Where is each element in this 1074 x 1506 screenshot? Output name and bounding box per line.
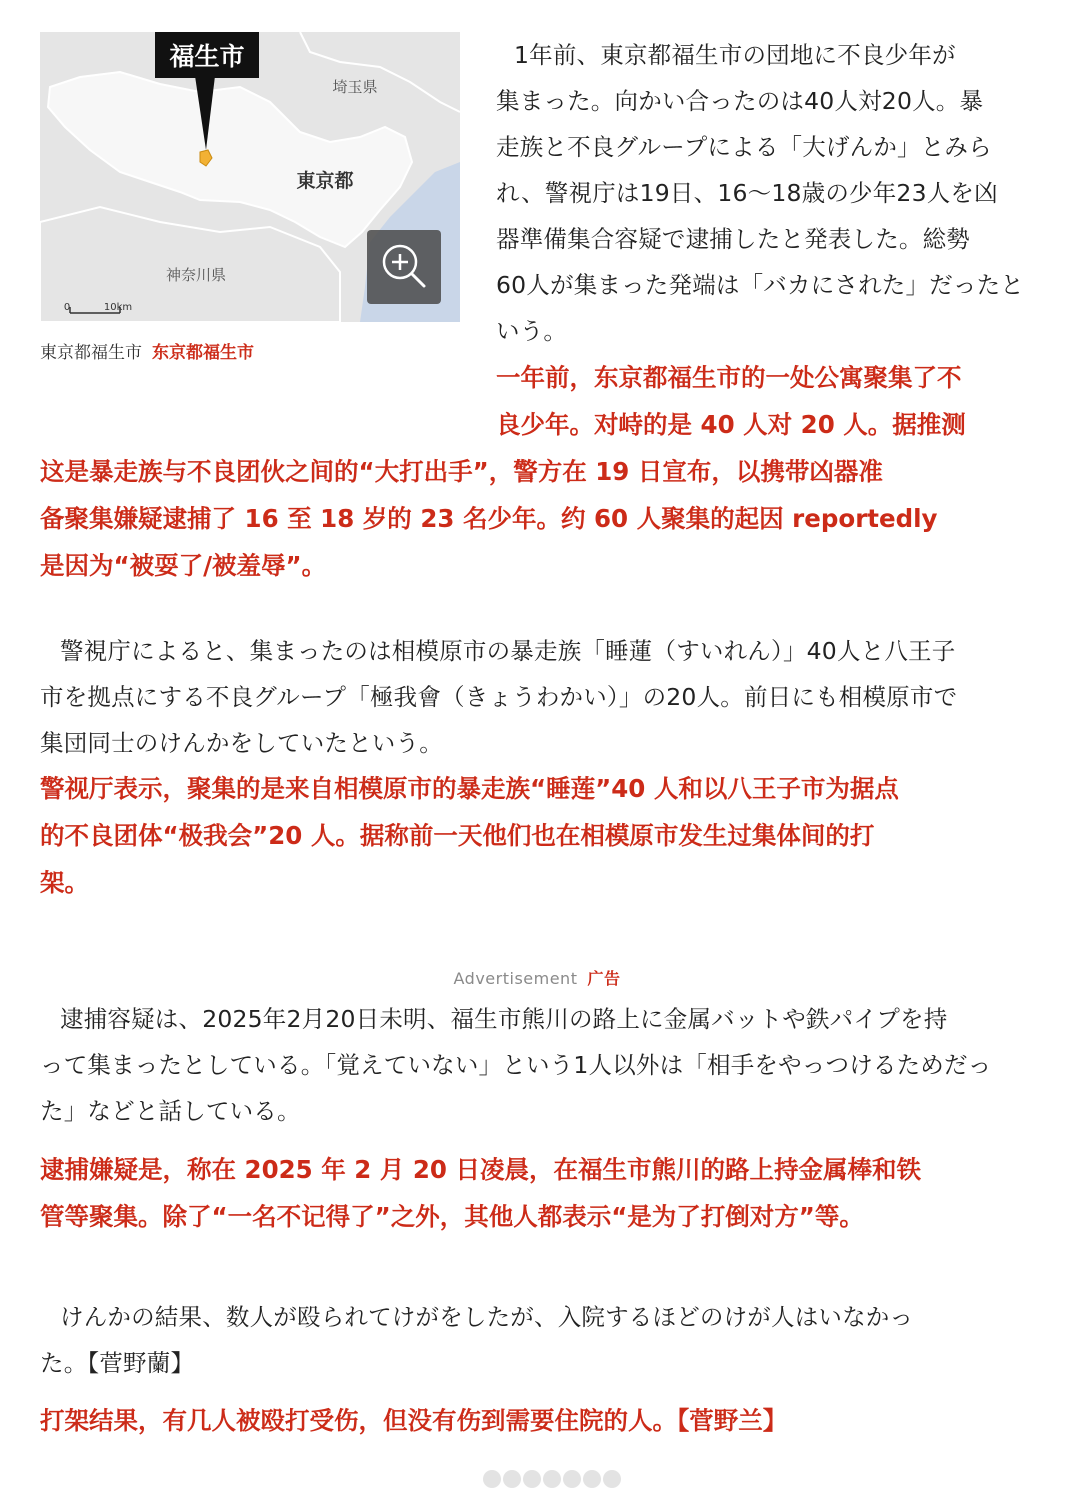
para2-jp-line3: 集団同士のけんかをしていたという。 xyxy=(40,729,443,757)
para3-zh-line1: 逮捕嫌疑是，称在 2025 年 2 月 20 日凌晨，在福生市熊川的路上持金属棒和铁 xyxy=(40,1155,922,1184)
para1-jp-line6: 60人が集まった発端は「バカにされた」だったと xyxy=(496,271,1025,299)
para1-jp-line5: 器準備集合容疑で逮捕したと発表した。総勢 xyxy=(496,225,970,253)
tokyo-map xyxy=(40,32,460,322)
map-caption xyxy=(40,340,254,366)
para4-jp-line2: た。【菅野蘭】 xyxy=(40,1349,195,1377)
para2-zh-line1: 警视厅表示，聚集的是来自相模原市的暴走族“睡莲”40 人和以八王子市为据点 xyxy=(40,774,899,803)
para1-zh-line1: 一年前，东京都福生市的一处公寓聚集了不 xyxy=(496,363,962,392)
para2-zh xyxy=(40,765,1070,906)
para3-jp-line2: って集まったとしている。「覚えていない」という1人以外は「相手をやっつけるためだっ xyxy=(40,1051,992,1079)
para1-jp xyxy=(496,32,1066,354)
para4-zh xyxy=(40,1397,1070,1444)
para4-jp xyxy=(40,1294,1070,1386)
zoom-button[interactable] xyxy=(367,230,441,304)
para3-jp xyxy=(40,996,1070,1134)
advertisement-zh: 广告 xyxy=(587,969,621,988)
para3-zh xyxy=(40,1146,1070,1240)
para1-jp-line2: 集まった。向かい合ったのは40人対20人。暴 xyxy=(496,87,984,115)
para1-zh-line3: 这是暴走族与不良团伙之间的“大打出手”，警方在 19 日宣布，以携带凶器准 xyxy=(40,457,883,486)
saitama-label: 埼玉県 xyxy=(332,78,378,96)
tokyo-label: 東京都 xyxy=(296,170,354,192)
para2-zh-line3: 架。 xyxy=(40,868,89,897)
para1-jp-line7: いう。 xyxy=(496,317,568,345)
watermark-icon xyxy=(480,1466,630,1492)
kanagawa-label: 神奈川県 xyxy=(165,266,227,284)
city-label: 福生市 xyxy=(169,42,245,71)
map-caption-zh: 东京都福生市 xyxy=(152,343,254,363)
advertisement-label xyxy=(0,966,1074,992)
map-caption-jp: 東京都福生市 xyxy=(40,343,142,363)
para3-jp-line3: た」などと話している。 xyxy=(40,1097,301,1125)
para3-jp-line1: 逮捕容疑は、2025年2月20日未明、福生市熊川の路上に金属バットや鉄パイプを持 xyxy=(60,1005,948,1033)
para1-zh-line2: 良少年。对峙的是 40 人对 20 人。据推测 xyxy=(496,410,966,439)
para1-jp-line3: 走族と不良グループによる「大げんか」とみら xyxy=(496,133,992,161)
scale-label: 10km xyxy=(103,302,133,313)
para2-jp-line1: 警視庁によると、集まったのは相模原市の暴走族「睡蓮（すいれん）」40人と八王子 xyxy=(60,637,956,665)
para2-jp xyxy=(40,628,1070,766)
para1-jp-line4: れ、警視庁は19日、16〜18歳の少年23人を凶 xyxy=(496,179,998,207)
scale-zero: 0 xyxy=(63,302,71,313)
para1-zh-line5: 是因为“被耍了/被羞辱”。 xyxy=(40,551,327,580)
para1-zh-top xyxy=(496,354,1066,448)
para3-zh-line2: 管等聚集。除了“一名不记得了”之外，其他人都表示“是为了打倒对方”等。 xyxy=(40,1202,864,1231)
para4-jp-line1: けんかの結果、数人が殴られてけがをしたが、入院するほどのけが人はいなかっ xyxy=(60,1303,914,1331)
para1-zh-line4: 备聚集嫌疑逮捕了 16 至 18 岁的 23 名少年。约 60 人聚集的起因 reportedly xyxy=(40,504,938,533)
para2-jp-line2: 市を拠点にする不良グループ「極我會（きょうわかい）」の20人。前日にも相模原市で xyxy=(40,683,958,711)
map-figure[interactable] xyxy=(40,32,460,322)
para2-zh-line2: 的不良团体“极我会”20 人。据称前一天他们也在相模原市发生过集体间的打 xyxy=(40,821,875,850)
para1-jp-line1: 1年前、東京都福生市の団地に不良少年が xyxy=(514,41,956,69)
advertisement-text: Advertisement xyxy=(453,969,578,988)
para4-zh-line1: 打架结果，有几人被殴打受伤，但没有伤到需要住院的人。【菅野兰】 xyxy=(40,1406,788,1435)
para1-zh-bottom xyxy=(40,448,1070,589)
